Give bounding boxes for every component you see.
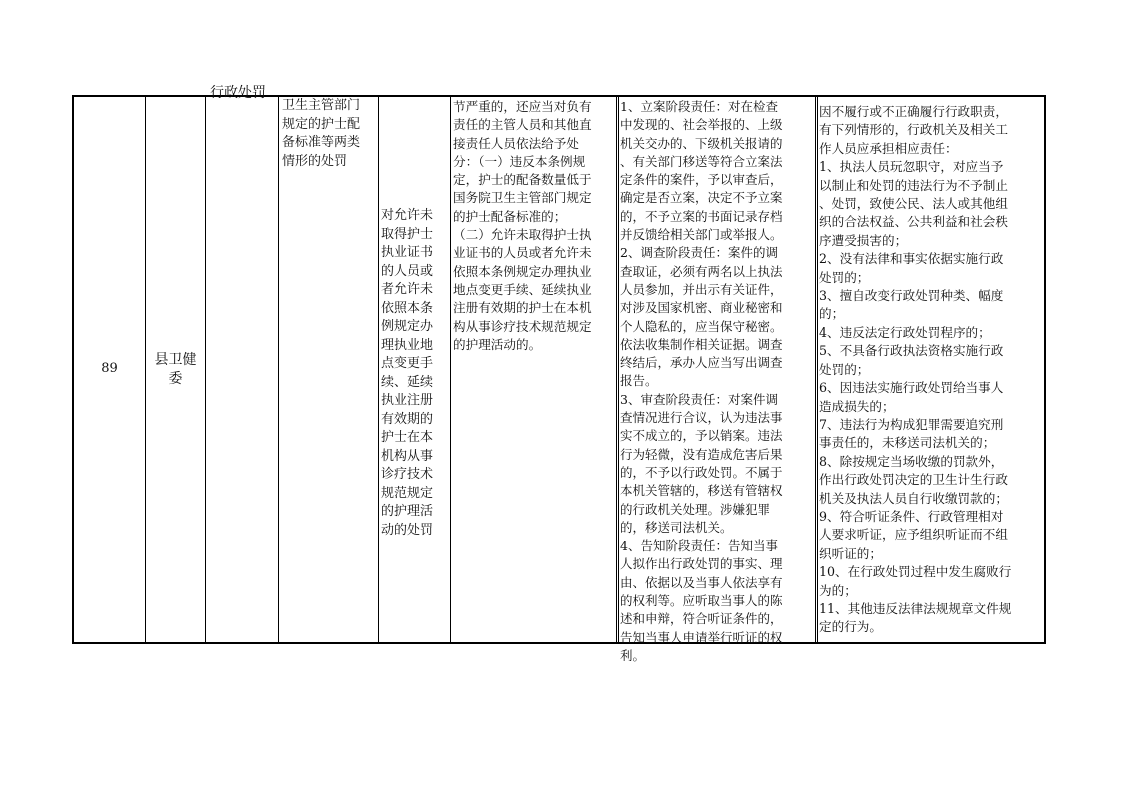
column-border <box>817 95 818 643</box>
column-border <box>815 95 816 643</box>
power-item-name: 卫生主管部门 规定的护士配 备标准等两类 情形的处罚 <box>282 98 361 169</box>
legal-basis-text: 节严重的，还应当对负有 责任的主管人员和其他直 接责任人员依法给予处 分：（一）违反本条例规 定，护士的配备数量低于 国务院卫生主管部门规定 的护士配备标准的； （二）允许未取得护士执 业证书的人员或者允许未 依照本条例规定办理执业 地点变更手续、延续执业 注册有效期的护士在本机 构从事诊疗技术规范规定 的护理活动的。 <box>453 99 592 352</box>
column-border <box>205 95 206 643</box>
accountability-text: 因不履行或不正确履行行政职责， 有下列情形的，行政机关及相关工 作人员应承担相应责任： 1、执法人员玩忽职守，对应当予 以制止和处罚的违法行为不予制止 、处罚，致使公民、法人或其他组 织的合法权益、公共利益和社会秩 序遭受损害的； 2、没有法律和事实依据实施行政 处罚的； 3、擅自改变行政处罚种类、幅度 的； 4、违反法定行政处罚程序的； 5、不具备行政执法资格实施行政 处罚的； 6、因违法实施行政处罚给当事人 造成损失的； 7、违法行为构成犯罪需要追究刑 事责任的，未移送司法机关的； 8、除按规定当场收缴的罚款外， 作出行政处罚决定的卫生计生行政 机关及执法人员自行收缴罚款的； 9、符合听证条件、行政管理相对 人要求听证，应予组织听证而不组 织听证的； 10、在行政处罚过程中发生腐败行 为的； 11、其他违反法律法规规章文件规 定的行为。 <box>819 104 1012 635</box>
power-category: 行政处罚 <box>210 85 266 101</box>
department-name: 县卫健 委 <box>154 351 197 387</box>
row-number: 89 <box>101 361 118 377</box>
column-border <box>378 95 379 643</box>
responsibility-text: 1、立案阶段责任：对在检查 中发现的、社会举报的、上级 机关交办的、下级机关报请的 、有关部门移送等符合立案法 定条件的案件，予以审查后， 确定是否立案，决定不予立案 的，不予立案的书面记录存档 并反馈给相关部门或举报人。 2、调查阶段责任：案件的调 查取证，必须有两名以上执法 人员参加，并出示有关证件， 对涉及国家机密、商业秘密和 个人隐私的，应当保守秘密。 依法收集制作相关证据。调查 终结后，承办人应当写出调查 报告。 3、审查阶段责任：对案件调 查情况进行合议，认为违法事 实不成立的，予以销案。违法 行为轻微，没有造成危害后果 的，不予以行政处罚。不属于 本机关管辖的，移送有管辖权 的行政机关处理。涉嫌犯罪 的，移送司法机关。 4、告知阶段责任：告知当事 人拟作出行政处罚的事实、理 由、依据以及当事人依法享有 的权利等。应听取当事人的陈 述和申辩，符合听证条件的， 告知当事人申请举行听证的权 利。 <box>620 99 783 663</box>
column-border <box>618 95 619 643</box>
column-border <box>1044 95 1046 643</box>
column-border <box>450 95 451 643</box>
column-border <box>616 95 617 643</box>
column-border <box>278 95 279 643</box>
table-bottom-border <box>72 642 1046 644</box>
sub-item-name: 对允许未 取得护士 执业证书 的人员或 者允许未 依照本条 例规定办 理执业地 点变更手 续、延续 执业注册 有效期的 护士在本 机构从事 诊疗技术 规范规定 的护理活 动的处罚 <box>381 208 434 538</box>
